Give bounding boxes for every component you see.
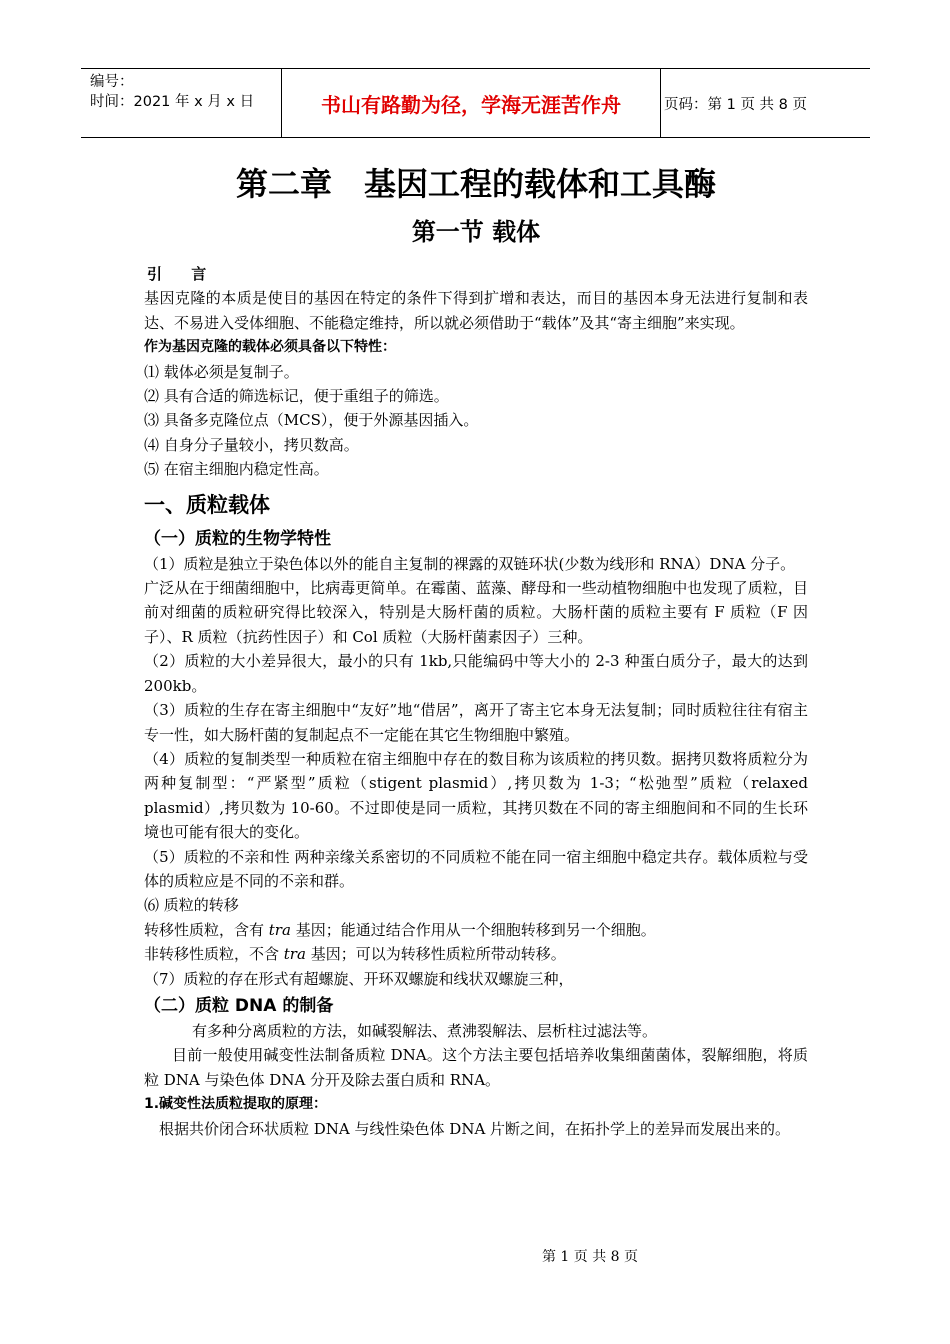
header-date: 时间：2021 年 x 月 x 日 — [90, 94, 255, 110]
paragraph: 有多种分离质粒的方法，如碱裂解法、煮沸裂解法、层析柱过滤法等。 — [192, 1021, 658, 1040]
text-span: 非转移性质粒，不含 — [144, 945, 284, 964]
paragraph-transfer — [144, 918, 808, 942]
property-item: ⑶ 具备多克隆位点（MCS），便于外源基因插入。 — [144, 411, 479, 430]
paragraph: （3）质粒的生存在寄主细胞中“友好”地“借居”，离开了寄主它本身无法复制；同时质粒往往有宿主专一性，如大肠杆菌的复制起点不一定能在其它生物细胞中繁殖。 — [144, 701, 808, 744]
gene-name-italic: tra — [283, 945, 306, 964]
section-heading-plasmid-vector: 一、质粒载体 — [144, 492, 270, 517]
paragraph: （1）质粒是独立于染色体以外的能自主复制的裸露的双链环状(少数为线形和 RNA）DNA 分子。 — [144, 554, 796, 573]
intro-heading: 引 言 — [147, 265, 219, 283]
subsection-heading-preparation: （二）质粒 DNA 的制备 — [144, 995, 334, 1016]
principle-heading: 1.碱变性法质粒提取的原理： — [144, 1096, 328, 1113]
property-item: ⑷ 自身分子量较小，拷贝数高。 — [144, 435, 359, 454]
paragraph: ⑹ 质粒的转移 — [144, 896, 239, 915]
paragraph-nontransfer — [144, 942, 808, 966]
paragraph: （7）质粒的存在形式有超螺旋、开环双螺旋和线状双螺旋三种， — [144, 969, 574, 988]
document-body — [144, 262, 808, 1141]
header-motto: 书山有路勤为径，学海无涯苦作舟 — [281, 69, 661, 137]
chapter-title: 第二章 基因工程的载体和工具酶 — [235, 165, 716, 203]
intro-paragraph: 基因克隆的本质是使目的基因在特定的条件下得到扩增和表达，而目的基因本身无法进行复制和表达、不易进入受体细胞、不能稳定维持，所以就必须借助于“载体”及其“寄主细胞”来实现。 — [144, 289, 808, 332]
text-span: 转移性质粒，含有 — [144, 920, 269, 939]
text-span: 基因；能通过结合作用从一个细胞转移到另一个细胞。 — [290, 920, 656, 939]
property-item: ⑸ 在宿主细胞内稳定性高。 — [144, 460, 329, 479]
property-item: ⑴ 载体必须是复制子。 — [144, 362, 299, 381]
paragraph: （5）质粒的不亲和性 两种亲缘关系密切的不同质粒不能在同一宿主细胞中稳定共存。载体质粒与受体的质粒应是不同的不亲和群。 — [144, 847, 808, 890]
paragraph: 根据共价闭合环状质粒 DNA 与线性染色体 DNA 片断之间，在拓扑学上的差异而发展出来的。 — [159, 1119, 791, 1138]
header-left-cell — [81, 69, 281, 137]
header-page-info: 页码：第 1 页 共 8 页 — [664, 96, 807, 113]
paragraph: 目前一般使用碱变性法制备质粒 DNA。这个方法主要包括培养收集细菌菌体，裂解细胞，将质粒 DNA 与染色体 DNA 分开及除去蛋白质和 RNA。 — [144, 1046, 808, 1089]
header-number-label: 编号： — [90, 74, 134, 90]
paragraph: （4）质粒的复制类型一种质粒在宿主细胞中存在的数目称为该质粒的拷贝数。据拷贝数将质粒分为两种复制型：“严紧型”质粒（stigent plasmid）,拷贝数为 1-3；“松弛型”质粒（relaxed plasmid）,拷贝数为 10-60。不过即使是同一质粒，其拷贝数在不同的寄主细胞间和不同的生长环境也可能有很大的变化。 — [144, 749, 808, 842]
gene-name-italic: tra — [268, 920, 291, 939]
section-title: 第一节 载体 — [411, 218, 541, 246]
paragraph: （2）质粒的大小差异很大，最小的只有 1kb,只能编码中等大小的 2-3 种蛋白质分子，最大的达到 200kb。 — [144, 652, 808, 695]
page-footer: 第 1 页 共 8 页 — [541, 1249, 639, 1265]
text-span: 基因；可以为转移性质粒所带动转移。 — [305, 945, 566, 964]
subsection-heading-biology: （一）质粒的生物学特性 — [144, 528, 331, 549]
properties-heading: 作为基因克隆的载体必须具备以下特性： — [144, 339, 396, 356]
paragraph: 广泛从在于细菌细胞中，比病毒更简单。在霉菌、蓝藻、酵母和一些动植物细胞中也发现了质粒，目前对细菌的质粒研究得比较深入，特别是大肠杆菌的质粒。大肠杆菌的质粒主要有 F 质粒（F 因子）、R 质粒（抗药性因子）和 Col 质粒（大肠杆菌素因子）三种。 — [144, 579, 808, 646]
property-item: ⑵ 具有合适的筛选标记，便于重组子的筛选。 — [144, 387, 449, 406]
page-header — [81, 68, 870, 138]
